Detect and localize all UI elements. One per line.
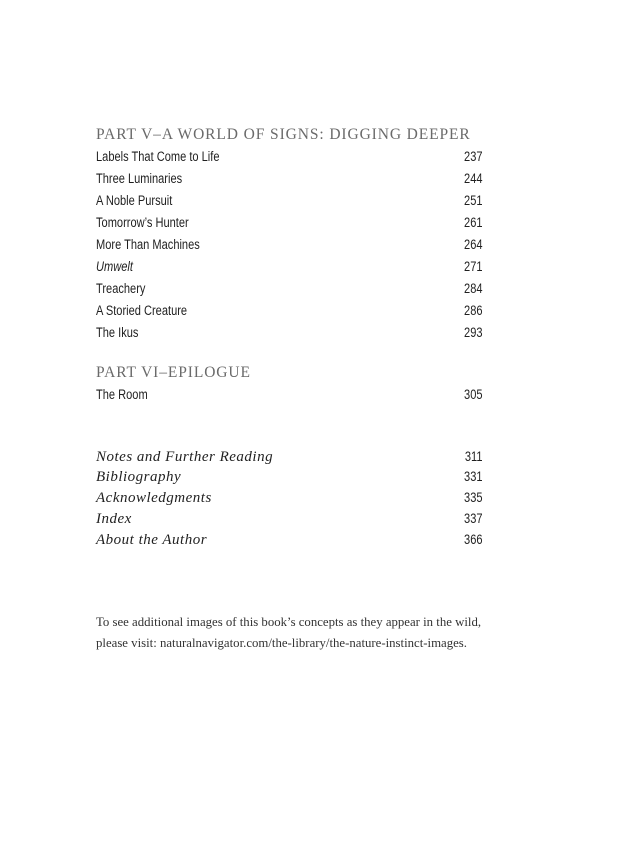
images-note-line: please visit: naturalnavigator.com/the-library/the-nature-instinct-images. <box>96 636 467 650</box>
toc-entry <box>96 149 483 169</box>
back-matter-title: Index <box>96 511 132 527</box>
back-matter-page: 331 <box>464 469 483 484</box>
back-matter-entry <box>96 511 483 531</box>
images-note-line: To see additional images of this book’s concepts as they appear in the wild, <box>96 615 482 629</box>
toc-entry <box>96 259 483 279</box>
toc-entry-title: Labels That Come to Life <box>96 149 220 164</box>
toc-entry <box>96 281 483 301</box>
back-matter-page: 337 <box>464 511 483 526</box>
toc-entry-title: More Than Machines <box>96 237 200 252</box>
toc-entry-page: 237 <box>464 149 483 164</box>
toc-entry-page: 286 <box>464 303 483 318</box>
toc-entry <box>96 215 483 235</box>
back-matter-entry <box>96 490 483 510</box>
toc-entry-title: The Ikus <box>96 325 139 340</box>
back-matter-entry <box>96 469 483 489</box>
toc-entry-title: The Room <box>96 387 148 402</box>
back-matter-page: 335 <box>464 490 483 505</box>
back-matter-title: Acknowledgments <box>96 490 212 506</box>
toc-entry-page: 244 <box>464 171 483 186</box>
toc-entry-title: Tomorrow’s Hunter <box>96 215 189 230</box>
toc-entry-title: A Storied Creature <box>96 303 188 318</box>
toc-entry-title: Treachery <box>96 281 146 296</box>
part-vi-heading: PART VI–EPILOGUE <box>96 364 251 381</box>
toc-entry <box>96 193 483 213</box>
toc-entry-title: A Noble Pursuit <box>96 193 173 208</box>
toc-entry <box>96 303 483 323</box>
toc-entry-page: 271 <box>464 259 483 274</box>
back-matter-title: About the Author <box>96 532 208 548</box>
images-note <box>96 612 516 654</box>
toc-entry-page: 264 <box>464 237 483 252</box>
part-v-heading: PART V–A WORLD OF SIGNS: DIGGING DEEPER <box>96 126 471 143</box>
toc-entry-title: Three Luminaries <box>96 171 183 186</box>
toc-entry-page: 305 <box>464 387 483 402</box>
back-matter-entry <box>96 532 483 552</box>
toc-entry <box>96 237 483 257</box>
back-matter-title: Bibliography <box>96 469 182 485</box>
toc-entry <box>96 387 483 407</box>
toc-entry <box>96 171 483 191</box>
toc-entry-title: Umwelt <box>96 259 133 274</box>
back-matter-entry <box>96 449 483 469</box>
back-matter-page: 366 <box>464 532 483 547</box>
toc-entry-page: 284 <box>464 281 483 296</box>
toc-entry-page: 251 <box>464 193 483 208</box>
back-matter-page: 311 <box>465 449 483 464</box>
back-matter-title: Notes and Further Reading <box>96 449 274 465</box>
toc-entry <box>96 325 483 345</box>
toc-entry-page: 261 <box>464 215 483 230</box>
toc-entry-page: 293 <box>464 325 483 340</box>
